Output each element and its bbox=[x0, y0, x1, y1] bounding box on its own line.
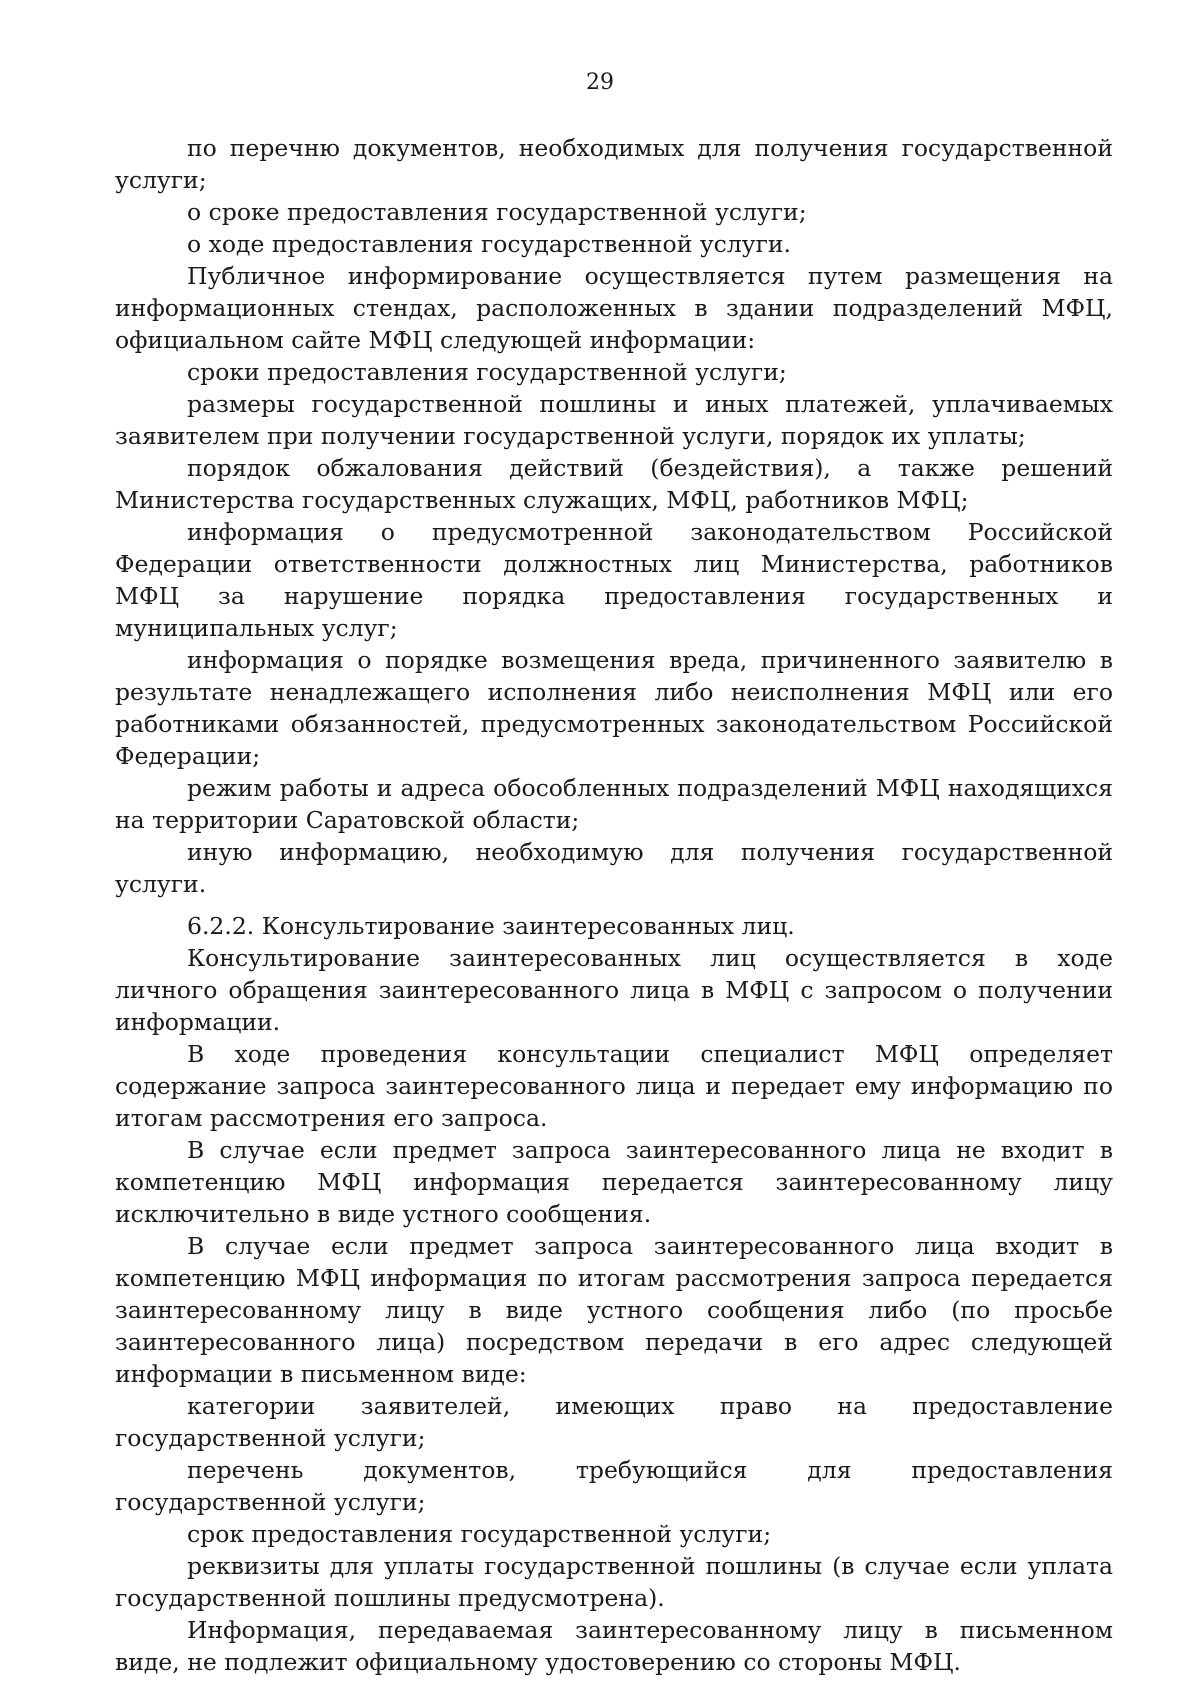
paragraph: информация о порядке возмещения вреда, причиненного заявителю в результате ненадлежащего исполнения либо неисполнения МФЦ или его работниками обязанностей, предусмотренных законодательством Российской Федерации; bbox=[115, 646, 1113, 770]
paragraph: режим работы и адреса обособленных подразделений МФЦ находящихся на территории Саратовской области; bbox=[115, 774, 1113, 834]
paragraph: В случае если предмет запроса заинтересованного лица входит в компетенцию МФЦ информация по итогам рассмотрения запроса передается заинтересованному лицу в виде устного сообщения либо (по просьбе заинтересованного лица) посредством передачи в его адрес следующей информации в письменном виде: bbox=[115, 1232, 1113, 1388]
paragraph: порядок обжалования действий (бездействия), а также решений Министерства государственных служащих, МФЦ, работников МФЦ; bbox=[115, 454, 1113, 514]
paragraph: сроки предоставления государственной услуги; bbox=[187, 358, 787, 386]
paragraph: срок предоставления государственной услуги; bbox=[187, 1520, 772, 1548]
paragraph: о сроке предоставления государственной услуги; bbox=[187, 198, 807, 226]
page-number: 29 bbox=[586, 70, 614, 95]
paragraph: В ходе проведения консультации специалист МФЦ определяет содержание запроса заинтересованного лица и передает ему информацию по итогам рассмотрения его запроса. bbox=[115, 1040, 1113, 1132]
document-body bbox=[115, 132, 1113, 1678]
paragraph: Информация, передаваемая заинтересованному лицу в письменном виде, не подлежит официальному удостоверению со стороны МФЦ. bbox=[115, 1616, 1113, 1676]
paragraph: реквизиты для уплаты государственной пошлины (в случае если уплата государственной пошлины предусмотрена). bbox=[115, 1552, 1113, 1612]
paragraph: В случае если предмет запроса заинтересованного лица не входит в компетенцию МФЦ информация передается заинтересованному лицу исключительно в виде устного сообщения. bbox=[115, 1136, 1113, 1228]
paragraph: размеры государственной пошлины и иных платежей, уплачиваемых заявителем при получении государственной услуги, порядок их уплаты; bbox=[115, 390, 1113, 450]
paragraph: о ходе предоставления государственной услуги. bbox=[187, 230, 792, 258]
paragraph: Консультирование заинтересованных лиц осуществляется в ходе личного обращения заинтересованного лица в МФЦ с запросом о получении информации. bbox=[115, 944, 1113, 1036]
paragraph: информация о предусмотренной законодательством Российской Федерации ответственности должностных лиц Министерства, работников МФЦ за нарушение порядка предоставления государственных и муниципальных услуг; bbox=[115, 518, 1113, 642]
paragraph: категории заявителей, имеющих право на предоставление государственной услуги; bbox=[115, 1392, 1113, 1452]
paragraph: Публичное информирование осуществляется путем размещения на информационных стендах, расположенных в здании подразделений МФЦ, официальном сайте МФЦ следующей информации: bbox=[115, 262, 1113, 354]
paragraph: перечень документов, требующийся для предоставления государственной услуги; bbox=[115, 1456, 1113, 1516]
section-heading: 6.2.2. Консультирование заинтересованных лиц. bbox=[187, 912, 795, 940]
paragraph: по перечню документов, необходимых для получения государственной услуги; bbox=[115, 134, 1113, 194]
paragraph: иную информацию, необходимую для получения государственной услуги. bbox=[115, 838, 1113, 898]
